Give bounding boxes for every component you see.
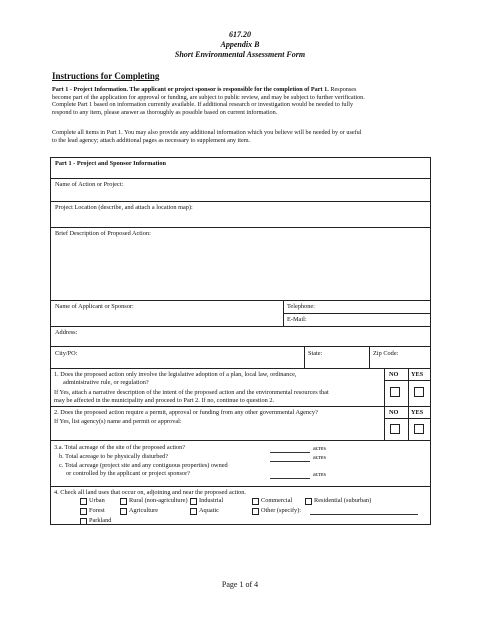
q1-line-a: 1. Does the proposed action only involve the legislative adoption of a plan, local law, ordinance, — [54, 371, 297, 378]
q3a-acres-unit: acres — [313, 445, 326, 452]
divider — [50, 227, 431, 228]
q1-yes-checkbox[interactable] — [414, 387, 424, 397]
q1-line-d: may be affected in the municipality and proceed to Part 2. If no, continue to question 2. — [54, 397, 275, 404]
telephone-label: Telephone: — [287, 303, 315, 310]
divider — [384, 380, 431, 381]
q2-no-header: NO — [389, 409, 399, 416]
divider — [50, 178, 431, 179]
appendix-label: Appendix B — [220, 40, 260, 49]
instructions-heading: Instructions for Completing — [52, 71, 160, 81]
industrial-label: Industrial — [199, 497, 224, 504]
rural-checkbox[interactable] — [120, 498, 127, 505]
email-label: E-Mail: — [287, 316, 307, 323]
divider — [50, 406, 431, 407]
other-checkbox[interactable] — [252, 508, 259, 515]
commercial-label: Commercial — [261, 497, 293, 504]
q3-line-b: b. Total acreage to be physically disturbed? — [59, 453, 169, 460]
part1-title: Part 1 - Project and Sponsor Information — [55, 160, 167, 167]
divider — [384, 368, 385, 406]
part1-bold-text: Part 1 - Project Information. The applicant or project sponsor is responsible for the completion of Part 1. — [52, 86, 329, 93]
urban-checkbox[interactable] — [80, 498, 87, 505]
form-code: 617.20 — [229, 30, 251, 39]
divider — [283, 313, 431, 314]
q3c-acreage-field[interactable] — [270, 478, 310, 479]
part1-text-d: respond to any item, please answer as thoroughly as possible based on current information. — [52, 108, 278, 116]
divider — [50, 201, 431, 202]
divider — [408, 406, 409, 440]
complete-instructions — [52, 129, 432, 144]
name-of-action-label: Name of Action or Project: — [55, 181, 124, 188]
q3-line-c2: or controlled by the applicant or project sponsor? — [66, 470, 190, 477]
q1-yes-header: YES — [411, 371, 424, 378]
residential-label: Residential (suburban) — [314, 497, 372, 504]
city-label: City/PO: — [55, 350, 78, 357]
part1-text-c: Complete Part 1 based on information currently available. If additional research or investigation would be needed to fully — [52, 101, 354, 109]
parkland-label: Parkland — [89, 517, 112, 524]
agriculture-checkbox[interactable] — [120, 508, 127, 515]
q2-line-a: 2. Does the proposed action require a permit, approval or funding from any other governmental Agency? — [54, 409, 318, 416]
q3b-acres-unit: acres — [313, 454, 326, 461]
q3c-acres-unit: acres — [313, 471, 326, 478]
part1-text-a: Responses — [328, 86, 357, 93]
form-title: Short Environmental Assessment Form — [174, 50, 306, 59]
urban-label: Urban — [89, 497, 105, 504]
divider — [50, 368, 431, 369]
parkland-checkbox[interactable] — [80, 518, 87, 525]
divider — [50, 300, 431, 301]
q2-yes-header: YES — [411, 409, 424, 416]
applicant-name-label: Name of Applicant or Sponsor: — [55, 303, 134, 310]
part1-instructions — [52, 86, 432, 116]
state-label: State: — [308, 350, 323, 357]
residential-checkbox[interactable] — [305, 498, 312, 505]
divider — [50, 486, 431, 487]
forest-checkbox[interactable] — [80, 508, 87, 515]
page-number: Page 1 of 4 — [221, 580, 259, 589]
q1-no-header: NO — [389, 371, 399, 378]
q3-line-c1: c. Total acreage (project site and any contiguous properties) owned — [59, 462, 228, 469]
complete-text-a: Complete all items in Part 1. You may also provide any additional information which you believe will be needed by or useful — [52, 129, 362, 136]
rural-label: Rural (non-agriculture) — [129, 497, 188, 504]
forest-label: Forest — [89, 507, 105, 514]
q1-line-c: If Yes, attach a narrative description of the intent of the proposed action and the environmental resources that — [54, 389, 329, 396]
address-label: Address: — [55, 329, 78, 336]
aquatic-checkbox[interactable] — [190, 508, 197, 515]
q1-line-b: administrative rule, or regulation? — [63, 379, 149, 386]
q2-yes-checkbox[interactable] — [414, 424, 424, 434]
q4-label: 4. Check all land uses that occur on, adjoining and near the proposed action. — [54, 489, 246, 496]
q2-no-checkbox[interactable] — [390, 424, 400, 434]
divider — [369, 346, 370, 368]
agriculture-label: Agriculture — [129, 507, 159, 514]
aquatic-label: Aquatic — [199, 507, 219, 514]
commercial-checkbox[interactable] — [252, 498, 259, 505]
other-label: Other (specify): — [261, 507, 302, 514]
divider — [50, 346, 431, 347]
project-location-label: Project Location (describe, and attach a location map): — [55, 204, 193, 211]
brief-description-label: Brief Description of Proposed Action: — [55, 230, 151, 237]
divider — [384, 418, 431, 419]
q3a-acreage-field[interactable] — [270, 452, 310, 453]
q2-line-b: If Yes, list agency(s) name and permit or approval: — [54, 418, 182, 425]
divider — [50, 440, 431, 441]
q3-line-a: 3.a. Total acreage of the site of the proposed action? — [54, 444, 186, 451]
divider — [50, 326, 431, 327]
divider — [408, 368, 409, 406]
divider — [384, 406, 385, 440]
divider — [304, 346, 305, 368]
part1-text-b: become part of the application for approval or funding, are subject to public review, and may be subject to further verification. — [52, 93, 365, 101]
complete-text-b: to the lead agency; attach additional pages as necessary to supplement any item. — [52, 136, 251, 144]
other-specify-field[interactable] — [310, 514, 418, 515]
q1-no-checkbox[interactable] — [390, 387, 400, 397]
zip-label: Zip Code: — [373, 350, 399, 357]
q3b-acreage-field[interactable] — [270, 461, 310, 462]
industrial-checkbox[interactable] — [190, 498, 197, 505]
